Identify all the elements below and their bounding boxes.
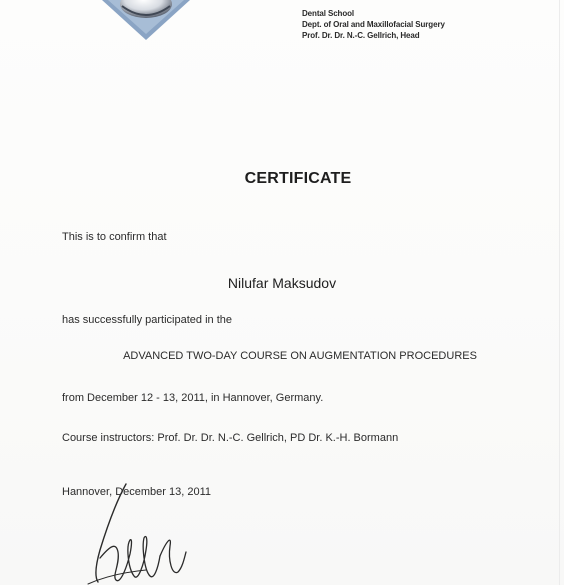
header-line-school: Dental School	[302, 9, 355, 18]
course-name: ADVANCED TWO-DAY COURSE ON AUGMENTATION PROCEDURES	[123, 350, 477, 362]
recipient-name: Nilufar Maksudov	[227, 275, 337, 291]
date-location-text: from December 12 - 13, 2011, in Hannover, Germany.	[62, 392, 324, 404]
certificate-title: CERTIFICATE	[244, 170, 352, 187]
header-line-head: Prof. Dr. Dr. N.-C. Gellrich, Head	[302, 31, 420, 40]
instructors-text: Course instructors: Prof. Dr. Dr. N.-C. Gellrich, PD Dr. K.-H. Bormann	[62, 432, 399, 444]
confirm-text: This is to confirm that	[62, 231, 167, 243]
page-edge	[559, 0, 560, 585]
institution-header	[302, 8, 502, 41]
header-line-department: Dept. of Oral and Maxillofacial Surgery	[302, 20, 445, 29]
place-date-text: Hannover, December 13, 2011	[62, 486, 211, 498]
signature	[86, 472, 196, 585]
participation-text: has successfully participated in the	[62, 314, 232, 326]
university-logo-icon	[98, 0, 194, 44]
